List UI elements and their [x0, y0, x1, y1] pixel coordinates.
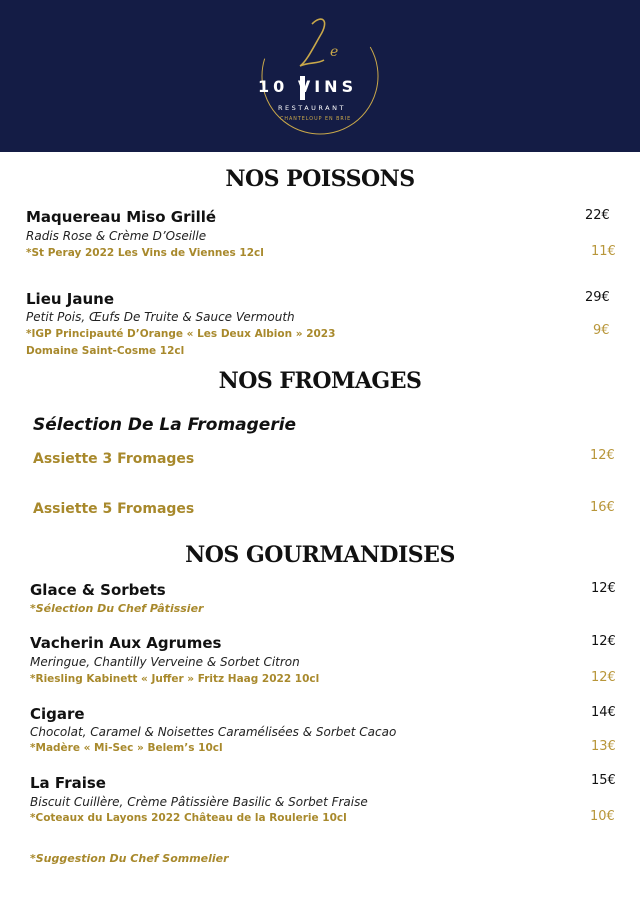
- cheese-plate: Assiette 3 Fromages: [33, 451, 195, 467]
- wine-pairing-line2: Domaine Saint-Cosme 12cl: [26, 345, 185, 357]
- dish-description: Radis Rose & Crème D’Oseille: [26, 229, 207, 243]
- dessert-description: Biscuit Cuillère, Crème Pâtissière Basilic & Sorbet Fraise: [30, 795, 368, 809]
- dessert-description: Meringue, Chantilly Verveine & Sorbet Citron: [30, 655, 300, 669]
- wine-price: 10€: [590, 809, 615, 824]
- logo-location: CHANTELOUP EN BRIE: [280, 117, 352, 122]
- logo-script: e: [330, 44, 339, 60]
- dish-price: 29€: [585, 290, 610, 305]
- cheese-plate: Assiette 5 Fromages: [33, 501, 195, 517]
- section-title-gourmandises: NOS GOURMANDISES: [185, 542, 455, 568]
- wine-price: 9€: [593, 323, 610, 338]
- wine-pairing: *IGP Principauté D’Orange « Les Deux Albion » 2023: [26, 328, 336, 340]
- chef-note: *Sélection Du Chef Pâtissier: [30, 602, 204, 615]
- cheese-price: 12€: [590, 448, 615, 463]
- dessert-name: Cigare: [30, 705, 85, 723]
- dessert-name: Vacherin Aux Agrumes: [30, 634, 222, 652]
- logo-subtitle: RESTAURANT: [278, 104, 346, 112]
- wine-pairing: *Madère « Mi-Sec » Belem’s 10cl: [30, 742, 223, 754]
- wine-price: 12€: [591, 670, 616, 685]
- dish-description: Petit Pois, Œufs De Truite & Sauce Vermouth: [26, 310, 295, 324]
- fromagerie-subtitle: Sélection De La Fromagerie: [33, 415, 297, 435]
- dessert-name: La Fraise: [30, 774, 106, 792]
- dessert-price: 15€: [591, 773, 616, 788]
- wine-pairing: *St Peray 2022 Les Vins de Viennes 12cl: [26, 247, 264, 259]
- dish-price: 22€: [585, 208, 610, 223]
- dessert-price: 12€: [591, 581, 616, 596]
- dessert-price: 12€: [591, 634, 616, 649]
- restaurant-logo: [250, 6, 390, 146]
- wine-price: 13€: [591, 739, 616, 754]
- wine-pairing: *Riesling Kabinett « Juffer » Fritz Haag 2022 10cl: [30, 673, 320, 685]
- wine-price: 11€: [591, 244, 616, 259]
- section-title-poissons: NOS POISSONS: [225, 166, 415, 192]
- wine-pairing: *Coteaux du Layons 2022 Château de la Roulerie 10cl: [30, 812, 347, 824]
- dessert-name: Glace & Sorbets: [30, 581, 166, 599]
- cheese-price: 16€: [590, 500, 615, 515]
- dish-name: Lieu Jaune: [26, 290, 115, 308]
- header-banner: [0, 0, 640, 152]
- section-title-fromages: NOS FROMAGES: [218, 368, 422, 394]
- footer-note: *Suggestion Du Chef Sommelier: [30, 852, 229, 865]
- dessert-description: Chocolat, Caramel & Noisettes Caramélisées & Sorbet Cacao: [30, 725, 397, 739]
- logo-name: 10 VINS: [258, 77, 358, 96]
- dessert-price: 14€: [591, 705, 616, 720]
- dish-name: Maquereau Miso Grillé: [26, 208, 217, 226]
